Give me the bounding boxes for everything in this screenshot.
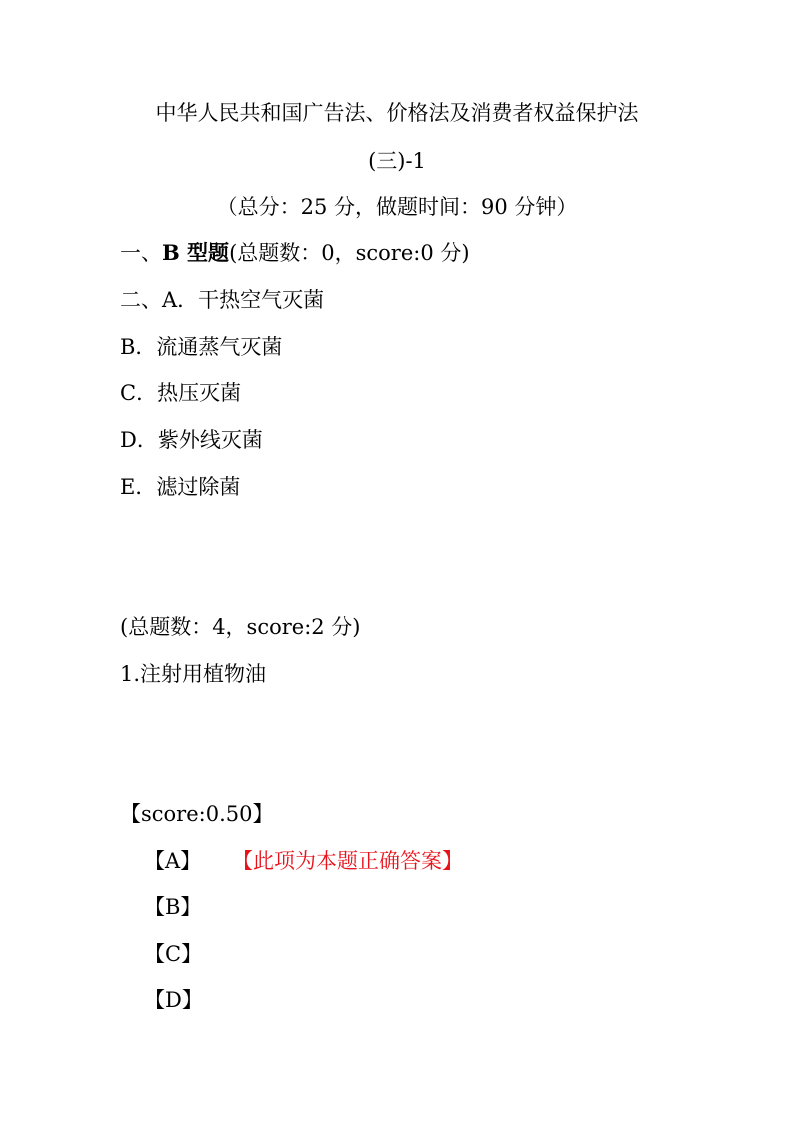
option-e: E．滤过除菌 [120, 475, 241, 499]
option-c: C．热压灭菌 [120, 381, 242, 405]
answer-option-d: 【D】 [144, 988, 203, 1012]
section-prefix: 一、 [120, 241, 162, 265]
section-heading [120, 238, 470, 268]
question-score: 【score:0.50】 [120, 802, 274, 826]
answer-option-c: 【C】 [144, 942, 203, 966]
answer-option-b: 【B】 [144, 895, 202, 919]
option-b: B．流通蒸气灭菌 [120, 335, 283, 359]
option-d: D．紫外线灭菌 [120, 428, 263, 452]
doc-title: 中华人民共和国广告法、价格法及消费者权益保护法 [155, 101, 639, 125]
correct-answer-note: 【此项为本题正确答案】 [232, 849, 463, 873]
doc-title-part: (三)-1 [368, 149, 426, 173]
answer-label: 【A】 [144, 849, 202, 873]
answer-option-a [144, 846, 201, 876]
group-info: (总题数：4，score:2 分) [120, 615, 361, 639]
question-text: 1.注射用植物油 [120, 662, 267, 686]
section-name: B 型题 [162, 240, 230, 265]
score-time-info: （总分：25 分，做题时间：90 分钟） [216, 195, 578, 219]
section-info: (总题数：0，score:0 分) [229, 241, 470, 265]
option-a: 二、A．干热空气灭菌 [120, 288, 325, 312]
